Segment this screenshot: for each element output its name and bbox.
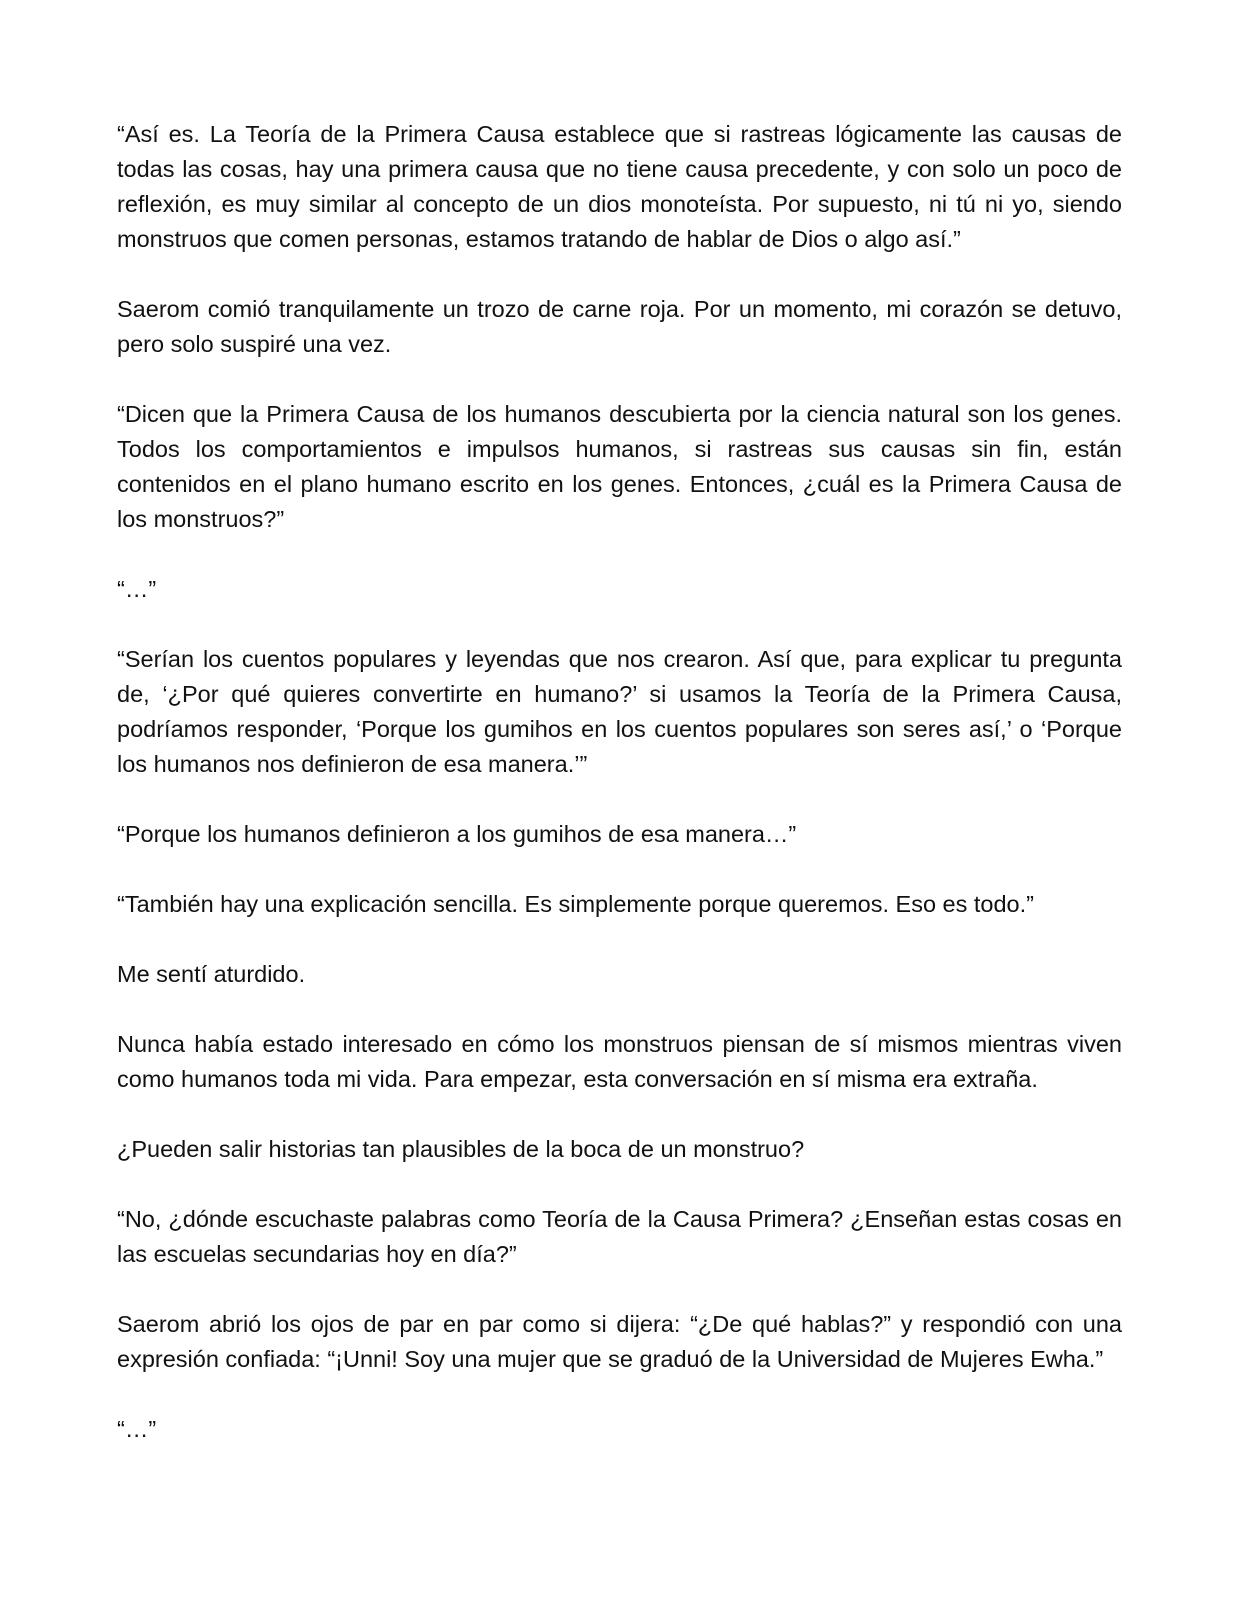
paragraph: “Porque los humanos definieron a los gumihos de esa manera…” — [117, 821, 797, 847]
paragraph: “…” — [117, 576, 157, 602]
paragraph: Saerom abrió los ojos de par en par como si dijera: “¿De qué hablas?” y respondió con una expresión confiada: “¡Unni! Soy una mujer que se graduó de la Universidad de Mujeres Ewha.” — [117, 1311, 1122, 1372]
paragraph: “Así es. La Teoría de la Primera Causa establece que si rastreas lógicamente las causas de todas las cosas, hay una primera causa que no tiene causa precedente, y con solo un poco de reflexión, es muy similar al concepto de un dios monoteísta. Por supuesto, ni tú ni yo, siendo monstruos que comen personas, estamos tratando de hablar de Dios o algo así.” — [117, 121, 1122, 252]
paragraph: “Dicen que la Primera Causa de los humanos descubierta por la ciencia natural son los genes. Todos los comportamientos e impulsos humanos, si rastreas sus causas sin fin, están contenidos en el plano humano escrito en los genes. Entonces, ¿cuál es la Primera Causa de los monstruos?” — [117, 401, 1122, 532]
paragraph: Nunca había estado interesado en cómo los monstruos piensan de sí mismos mientras viven como humanos toda mi vida. Para empezar, esta conversación en sí misma era extraña. — [117, 1031, 1122, 1092]
paragraph: Saerom comió tranquilamente un trozo de carne roja. Por un momento, mi corazón se detuvo, pero solo suspiré una vez. — [117, 296, 1122, 357]
paragraph: “Serían los cuentos populares y leyendas que nos crearon. Así que, para explicar tu pregunta de, ‘¿Por qué quieres convertirte en humano?’ si usamos la Teoría de la Primera Causa, podríamos responder, ‘Porque los gumihos en los cuentos populares son seres así,’ o ‘Porque los humanos nos definieron de esa manera.’” — [117, 646, 1122, 777]
document-page — [117, 117, 1122, 1447]
paragraph: “No, ¿dónde escuchaste palabras como Teoría de la Causa Primera? ¿Enseñan estas cosas en las escuelas secundarias hoy en día?” — [117, 1206, 1122, 1267]
paragraph: Me sentí aturdido. — [117, 961, 306, 987]
paragraph: “También hay una explicación sencilla. Es simplemente porque queremos. Eso es todo.” — [117, 891, 1034, 917]
paragraph: ¿Pueden salir historias tan plausibles de la boca de un monstruo? — [117, 1136, 805, 1162]
paragraph: “…” — [117, 1416, 157, 1442]
